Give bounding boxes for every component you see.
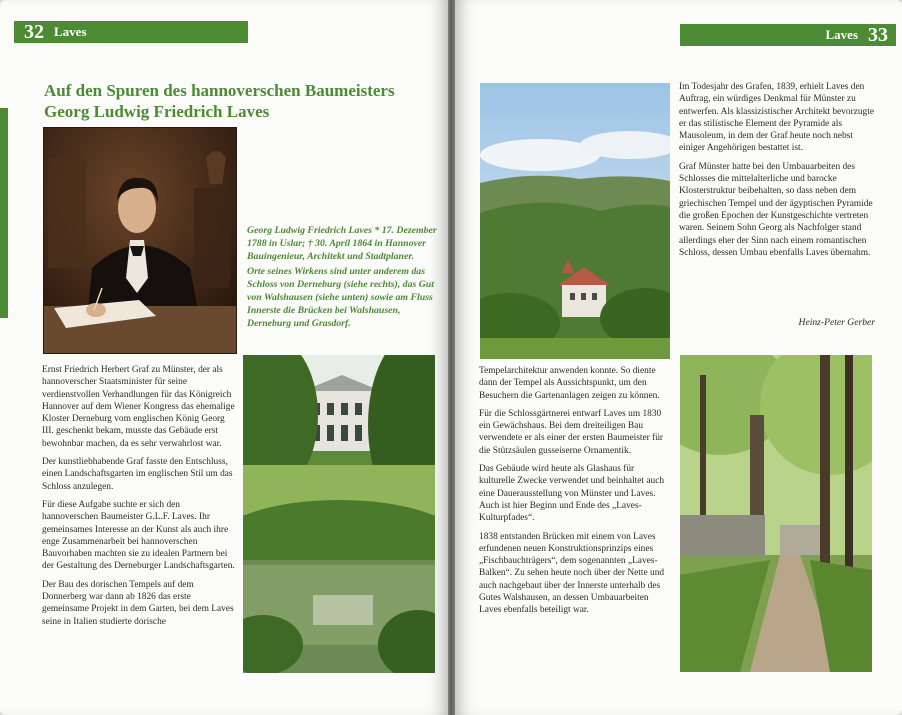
paragraph: Für die Schlossgärtnerei entwarf Laves um 1830 ein Gewächshaus. Bei dem dreiteiligen Bau verwendete er als einer der ersten Baumeister für die Stützsäulen gusseiserne Ornamentik. [479, 408, 664, 456]
paragraph: Der kunstliebhabende Graf fasste den Entschluss, einen Landschaftsgarten im englischen Stil um das Schloss anzulegen. [42, 457, 233, 492]
author-name: Heinz-Peter Gerber [798, 317, 875, 328]
paragraph: Im Todesjahr des Grafen, 1839, erhielt Laves den Auftrag, ein würdiges Denkmal für Münster zu entwerfen. Als klassizistischer Architekt bevorzugte er das stilistische Element der Pyramide als Mausoleum, in dem der Graf heute noch nebst einiger Angehörigen bestattet ist. [679, 82, 874, 154]
article-title [44, 80, 424, 122]
laves-portrait-image [43, 127, 237, 354]
page-number: 32 [24, 20, 44, 43]
paragraph: Der Bau des dorischen Tempels auf dem Donnerberg war dann ab 1826 das erste gemeinsame Projekt in dem Garten, bei dem Laves seine in Italien studierte dorische [42, 579, 234, 627]
paragraph: Für diese Aufgabe suchte er sich den hannoverschen Baumeister G.L.F. Laves. Ihr gemeinsames Interesse an der Kunst als auch ihre enge Zusammenarbeit bei hannoverschen Bauvorhaben machten sie zu idealen Partnern bei der Gestaltung des Derneburger Landschaftsgarten. [42, 499, 235, 572]
right-page [455, 0, 902, 715]
left-body-text [42, 364, 235, 634]
paragraph: Tempelarchitektur anwenden konnte. So diente dann der Tempel als Aussichtspunkt, um den Besuchern die Gartenanlagen zeigen zu können. [479, 366, 660, 401]
walshausen-path-image [680, 355, 872, 672]
portrait-painting [44, 128, 236, 353]
title-line-2: Georg Ludwig Friedrich Laves [44, 102, 270, 121]
paragraph: Graf Münster hatte bei den Umbauarbeiten des Schlosses die mittelalterliche und barocke Klosterstruktur beibehalten, so dass neben dem griechischen Tempel und der ägyptischen Pyramide die großen Epochen der Kunstgeschichte vertreten waren. Seinem Sohn Georg als Nachfolger stand allerdings eher der Sinn nach einem romantischen Schloss, dessen Umbau ebenfalls Laves übernahm. [679, 161, 873, 258]
derneburg-castle-image [480, 83, 670, 359]
left-page [0, 0, 448, 715]
title-line-1: Auf den Spuren des hannoverschen Baumeisters [44, 81, 395, 100]
forest-path-photo [680, 355, 872, 672]
paragraph: Ernst Friedrich Herbert Graf zu Münster, der als hannoverscher Staatsminister für seine verdienstvollen Verhandlungen für das Königreich Hannover auf dem Wiener Kongress das ehemalige Kloster Derneburg vom englischen König Georg III. geschenkt bekam, musste das Gebäude erst bewohnbar machen, da es sehr verwahrlost war. [42, 365, 235, 449]
left-page-header [14, 21, 248, 43]
section-name: Laves [54, 24, 87, 39]
right-body-text-bottom [479, 365, 669, 623]
right-page-header [680, 24, 896, 46]
portrait-caption [247, 224, 439, 332]
page-number: 33 [868, 23, 888, 46]
mansion-garden-image [243, 355, 435, 673]
mansion-photo [243, 355, 435, 673]
paragraph: Das Gebäude wird heute als Glashaus für kulturelle Zwecke verwendet und beinhaltet auch eine Dauerausstellung von Münster und Laves. Auch ist hier Beginn und Ende des „Laves-Kulturpfades“. [479, 464, 665, 524]
caption-places: Orte seines Wirkens sind unter anderem das Schloss von Derneburg (siehe rechts), das Gut von Walshausen (siehe unten) sowie am Fluss Innerste die Brücken bei Walshausen, Derneburg und Grasdorf. [247, 266, 434, 329]
paragraph: 1838 entstanden Brücken mit einem von Laves erfundenen neuen Konstruktionsprinzips eines „Fischbauchträgers“, dem sogenannten „Laves-Balken“. Zu sehen heute noch über der Nette und auch nachgebaut über der Innerste unterhalb des Gutes Walshausen, an dessen Umbauarbeiten Laves ebenfalls beteiligt war. [479, 531, 665, 616]
right-body-text-top [679, 81, 875, 265]
edge-marker [0, 108, 8, 318]
caption-bio: Georg Ludwig Friedrich Laves * 17. Dezember 1788 in Uslar; † 30. April 1864 in Hannover Bauingenieur, Architekt und Stadtplaner. [247, 225, 437, 262]
castle-photo [480, 83, 670, 359]
section-name: Laves [825, 27, 858, 42]
